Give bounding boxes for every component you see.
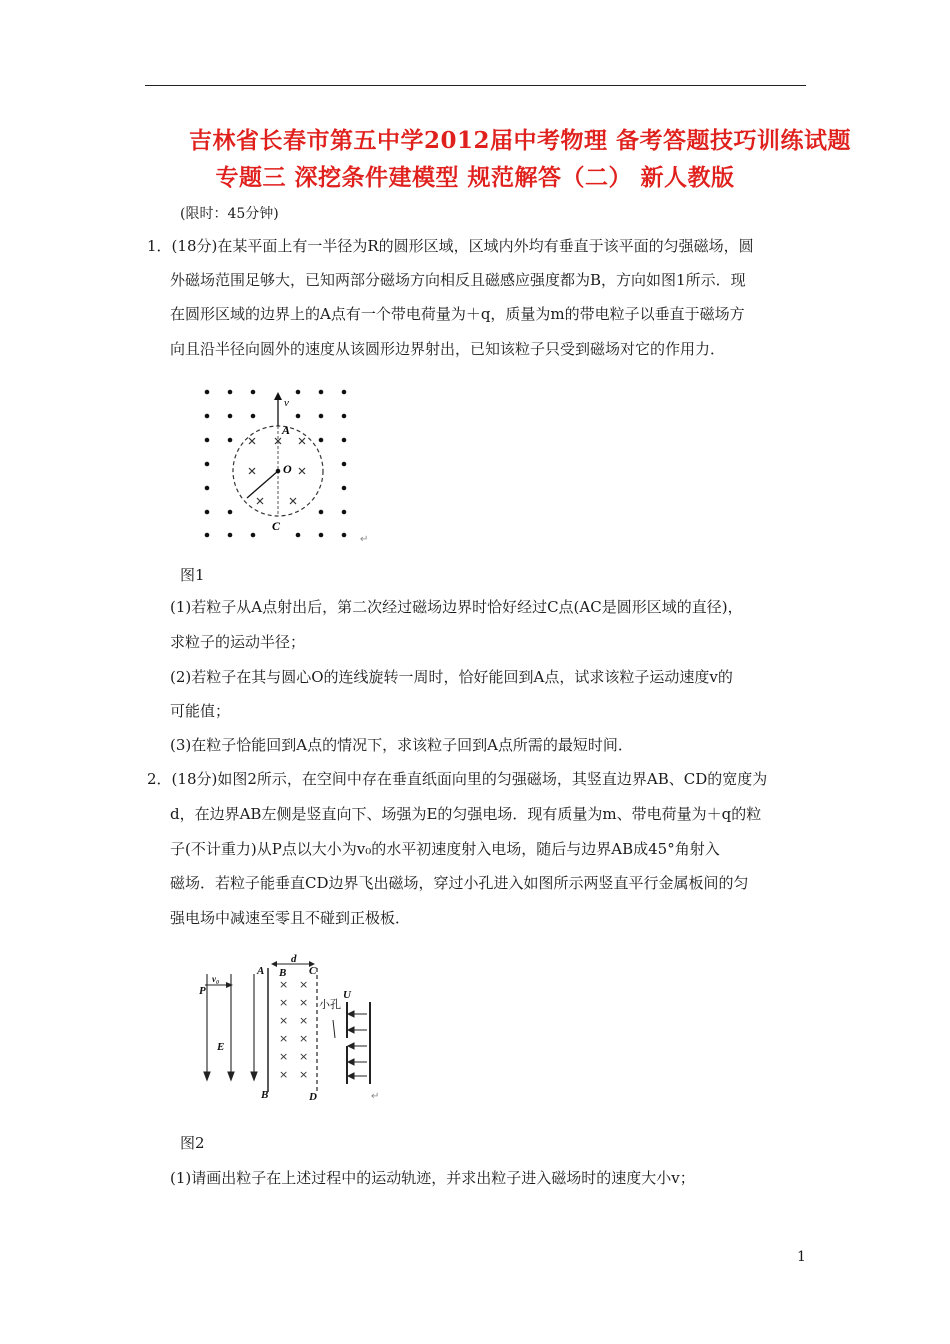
- q2-line-3: 子(不计重力)从P点以大小为v₀的水平初速度射入电场，随后与边界AB成45°角射入: [170, 840, 720, 858]
- svg-text:×: ×: [279, 1068, 289, 1081]
- label-e: E: [217, 1041, 225, 1053]
- title-line-2: 专题三 深挖条件建模型 规范解答（二） 新人教版: [215, 164, 735, 191]
- q1-sub-2b: 可能值；: [170, 702, 231, 720]
- label-a2: A: [257, 965, 265, 977]
- q2-line-1: 2．(18分)如图2所示，在空间中存在垂直纸面向里的匀强磁场，其竖直边界AB、CD的宽度为: [147, 770, 768, 788]
- figure-2: [195, 952, 385, 1102]
- label-v: v: [284, 397, 289, 409]
- figure-2-caption: 图2: [180, 1134, 205, 1152]
- plate-field-lines: [348, 1011, 367, 1079]
- q1-line-1: 1．(18分)在某平面上有一半径为R的圆形区域，区域内外均有垂直于该平面的匀强磁场，圆: [147, 237, 754, 255]
- svg-text:×: ×: [299, 1014, 309, 1027]
- header-rule: [145, 85, 806, 86]
- q2-line-2: d，在边界AB左侧是竖直向下、场强为E的匀强电场．现有质量为m、带电荷量为＋q的粒: [170, 805, 762, 823]
- label-c2: C: [309, 965, 317, 977]
- electric-field-lines: [204, 974, 257, 1080]
- page-number: 1: [797, 1249, 806, 1265]
- q1-sub-2a: (2)若粒子在其与圆心O的连线旋转一周时，恰好能回到A点，试求该粒子运动速度v的: [170, 668, 733, 686]
- label-p: P: [199, 985, 206, 997]
- q2-sub-1: (1)请画出粒子在上述过程中的运动轨迹，并求出粒子进入磁场时的速度大小v；: [170, 1169, 695, 1187]
- title-line-1: 吉林省长春市第五中学2012届中考物理 备考答题技巧训练试题: [188, 127, 852, 154]
- label-b-top: B: [279, 967, 287, 979]
- label-u: U: [343, 989, 351, 1001]
- svg-text:↵: ↵: [360, 534, 369, 545]
- time-limit: (限时：45分钟): [180, 206, 279, 222]
- svg-text:×: ×: [279, 1014, 289, 1027]
- radius-line: [247, 471, 278, 498]
- label-v0: v₀: [212, 974, 220, 984]
- label-c: C: [272, 519, 281, 533]
- label-d-bottom: D: [309, 1091, 317, 1102]
- q1-sub-1b: 求粒子的运动半径；: [170, 633, 306, 651]
- svg-text:×: ×: [279, 1032, 289, 1045]
- svg-text:×: ×: [299, 1050, 309, 1063]
- q2-line-4: 磁场．若粒子能垂直CD边界飞出磁场，穿过小孔进入如图所示两竖直平行金属板间的匀: [170, 874, 749, 892]
- label-b: B: [261, 1089, 269, 1101]
- svg-text:×: ×: [299, 1032, 309, 1045]
- q1-line-4: 向且沿半径向圆外的速度从该圆形边界射出，已知该粒子只受到磁场对它的作用力．: [170, 340, 726, 358]
- figure-1-caption: 图1: [180, 566, 205, 584]
- svg-text:×: ×: [299, 996, 309, 1009]
- svg-text:×: ×: [299, 1068, 309, 1081]
- q1-sub-1a: (1)若粒子从A点射出后，第二次经过磁场边界时恰好经过C点(AC是圆形区域的直径)，: [170, 598, 743, 616]
- svg-text:×: ×: [279, 996, 289, 1009]
- label-hole: 小孔: [319, 998, 341, 1011]
- magnetic-crosses: [279, 978, 308, 1081]
- label-o: O: [283, 462, 292, 476]
- svg-text:×: ×: [279, 978, 289, 991]
- hole-pointer: [333, 1020, 335, 1038]
- label-a: A: [282, 423, 291, 437]
- svg-text:↵: ↵: [371, 1091, 380, 1102]
- field-dots-out-of-page: [205, 390, 347, 538]
- q1-line-2: 外磁场范围足够大，已知两部分磁场方向相反且磁感应强度都为B，方向如图1所示．现: [170, 271, 746, 289]
- q1-line-3: 在圆形区域的边界上的A点有一个带电荷量为＋q，质量为m的带电粒子以垂直于磁场方: [170, 305, 745, 323]
- label-d: d: [291, 953, 297, 965]
- q2-line-5: 强电场中减速至零且不碰到正极板．: [170, 909, 411, 927]
- figure-1: [195, 380, 380, 550]
- svg-text:×: ×: [299, 978, 309, 991]
- svg-text:×: ×: [279, 1050, 289, 1063]
- q1-sub-3: (3)在粒子恰能回到A点的情况下，求该粒子回到A点所需的最短时间．: [170, 736, 633, 754]
